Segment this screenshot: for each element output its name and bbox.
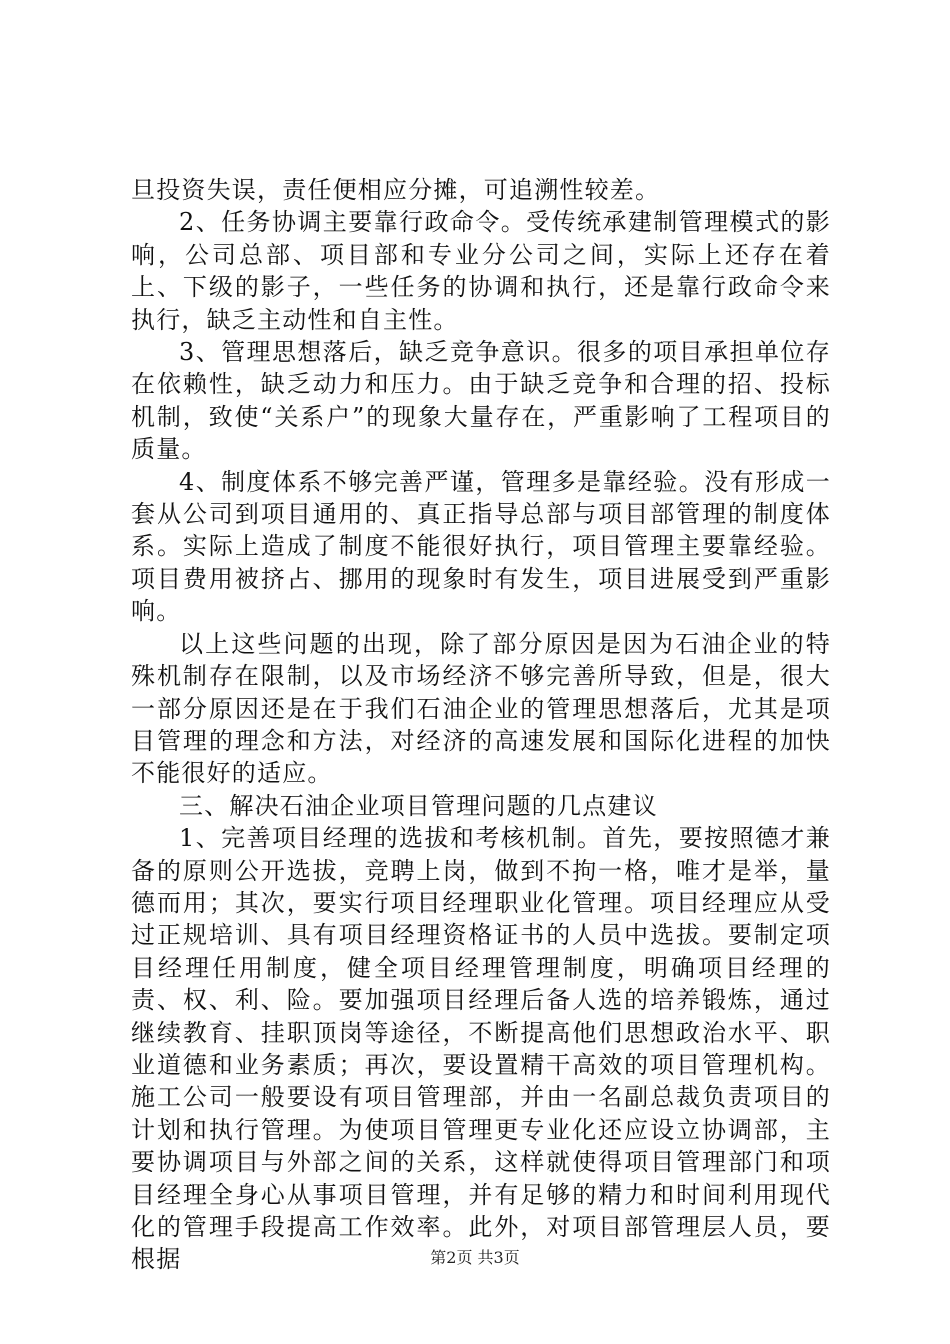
paragraph-point-3: 3、管理思想落后，缺乏竞争意识。很多的项目承担单位存在依赖性，缺乏动力和压力。由于缺乏竞争和合理的招、投标机制，致使“关系户”的现象大量存在，严重影响了工程项目的质量。 bbox=[131, 338, 831, 464]
paragraph-suggestion-1: 1、完善项目经理的选拔和考核机制。首先，要按照德才兼备的原则公开选拔，竞聘上岗，做到不拘一格，唯才是举，量德而用；其次，要实行项目经理职业化管理。项目经理应从受过正规培训、具有项目经理资格证书的人员中选拔。要制定项目经理任用制度，健全项目经理管理制度，明确项目经理的责、权、利、险。要加强项目经理后备人选的培养锻炼，通过继续教育、挂职顶岗等途径，不断提高他们思想政治水平、职业道德和业务素质；再次，要设置精干高效的项目管理机构。施工公司一般要设有项目管理部，并由一名副总裁负责项目的计划和执行管理。为使项目管理更专业化还应设立协调部，主要协调项目与外部之间的关系，这样就使得项目管理部门和项目经理全身心从事项目管理，并有足够的精力和时间利用现代化的管理手段提高工作效率。此外，对项目部管理层人员，要根据 bbox=[131, 824, 831, 1274]
page-footer: 第2页 共3页 bbox=[430, 1248, 520, 1267]
section-heading: 三、解决石油企业项目管理问题的几点建议 bbox=[179, 791, 658, 820]
paragraph-point-2: 2、任务协调主要靠行政命令。受传统承建制管理模式的影响，公司总部、项目部和专业分公司之间，实际上还存在着上、下级的影子，一些任务的协调和执行，还是靠行政命令来执行，缺乏主动性和自主性。 bbox=[131, 208, 831, 334]
document-body bbox=[131, 174, 831, 1276]
paragraph-summary: 以上这些问题的出现，除了部分原因是因为石油企业的特殊机制存在限制，以及市场经济不够完善所导致，但是，很大一部分原因还是在于我们石油企业的管理思想落后，尤其是项目管理的理念和方法，对经济的高速发展和国际化进程的加快不能很好的适应。 bbox=[131, 629, 831, 788]
paragraph-continuation: 旦投资失误，责任便相应分摊，可追溯性较差。 bbox=[131, 176, 661, 204]
paragraph-point-4: 4、制度体系不够完善严谨，管理多是靠经验。没有形成一套从公司到项目通用的、真正指导总部与项目部管理的制度体系。实际上造成了制度不能很好执行，项目管理主要靠经验。项目费用被挤占、挪用的现象时有发生，项目进展受到严重影响。 bbox=[131, 467, 831, 626]
